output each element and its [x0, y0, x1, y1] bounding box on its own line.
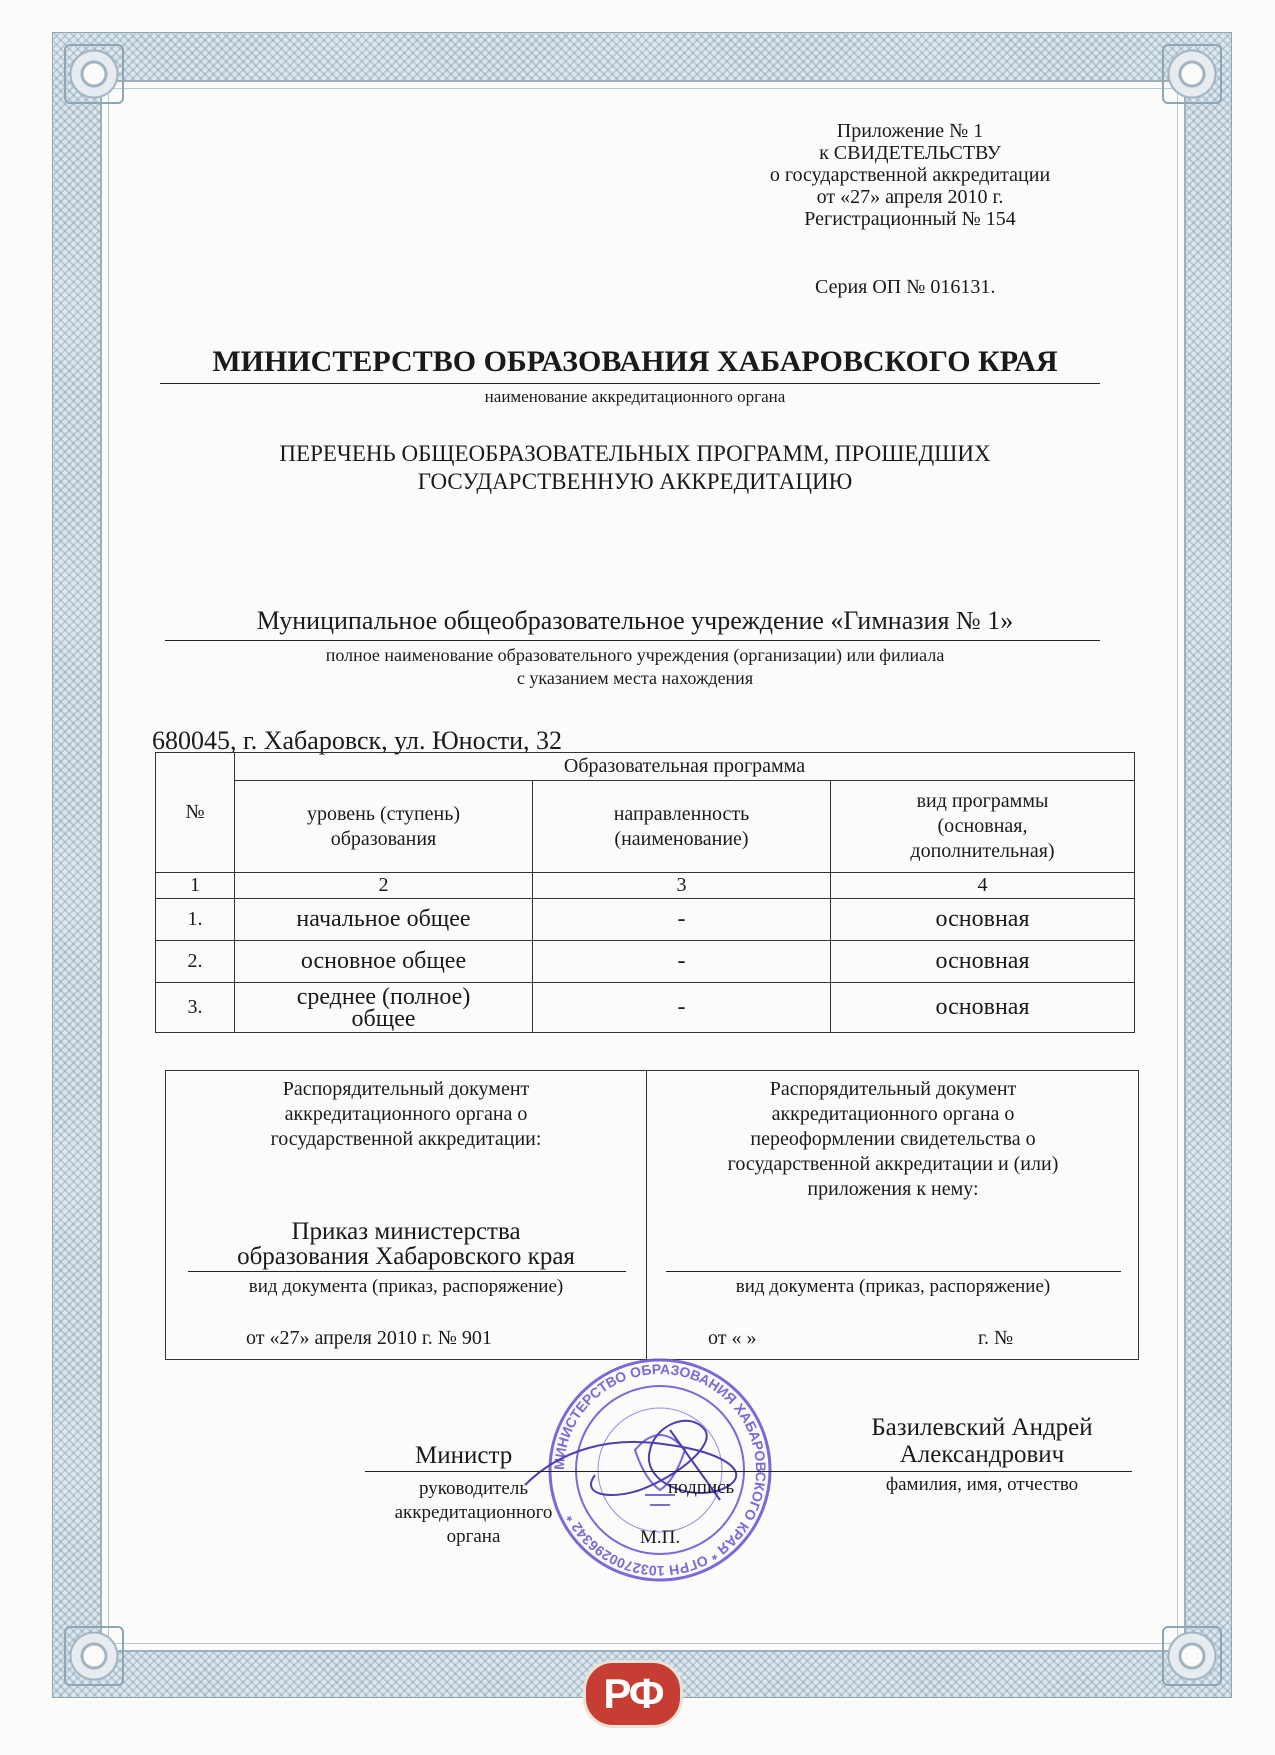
table-cell: 2	[235, 873, 533, 899]
series-number: Серия ОП № 016131.	[815, 276, 996, 298]
heading-line: аккредитационного органа о	[284, 1103, 528, 1125]
heading-line: переоформлении свидетельства о	[750, 1128, 1036, 1150]
corner-ornament-icon	[64, 1626, 124, 1686]
seal-place-caption: М.П.	[640, 1527, 681, 1548]
table-header-row	[156, 781, 1135, 873]
header-text: (наименование)	[614, 827, 749, 850]
signature-caption: подпись	[668, 1477, 735, 1498]
institution-caption	[160, 644, 1110, 690]
corner-ornament-icon	[1162, 44, 1222, 104]
accreditation-order-column	[166, 1071, 647, 1359]
header-text: образования	[330, 827, 437, 850]
divider	[188, 1271, 626, 1272]
header-level	[235, 781, 533, 873]
programs-table	[155, 752, 1135, 1033]
header-type	[831, 781, 1135, 873]
header-text: направленность	[613, 802, 750, 825]
divider	[160, 383, 1100, 384]
caption-line: с указанием места нахождения	[516, 668, 754, 688]
order-date: от «27» апреля 2010 г. № 901	[246, 1327, 492, 1349]
caption-line: руководитель	[418, 1478, 529, 1499]
table-row	[156, 941, 1135, 983]
heading-line: государственной аккредитации и (или)	[727, 1153, 1059, 1175]
row-type: основная	[831, 941, 1135, 983]
column-heading	[166, 1077, 646, 1152]
document-type-caption: вид документа (приказ, распоряжение)	[735, 1276, 1051, 1297]
name-line: Базилевский Андрей	[871, 1414, 1093, 1441]
rf-logo: РФ	[583, 1660, 683, 1728]
heading-line: Распорядительный документ	[769, 1078, 1017, 1100]
order-date-blank: от « »	[708, 1327, 757, 1349]
table-cell: 1	[156, 873, 235, 899]
header-group: Образовательная программа	[235, 753, 1135, 781]
row-type: основная	[831, 983, 1135, 1033]
row-level	[235, 983, 533, 1033]
appendix-line: Регистрационный № 154	[804, 208, 1016, 230]
divider	[666, 1271, 1121, 1272]
row-direction: -	[533, 899, 831, 941]
table-header-row	[156, 753, 1135, 781]
appendix-line: к СВИДЕТЕЛЬСТВУ	[819, 142, 1001, 164]
full-name-caption: фамилия, имя, отчество	[885, 1474, 1079, 1495]
divider	[832, 1471, 1132, 1472]
numbering-row	[156, 873, 1135, 899]
stamp-ring-text: МИНИСТЕРСТВО ОБРАЗОВАНИЯ ХАБАРОВСКОГО КРАЯ * ОГРН 1032700296342 *	[550, 1360, 770, 1580]
row-type: основная	[831, 899, 1135, 941]
document-title	[160, 440, 1110, 496]
level-text: общее	[351, 1005, 416, 1032]
row-level: основное общее	[235, 941, 533, 983]
reissue-order-column	[648, 1071, 1138, 1359]
institution-name: Муниципальное общеобразовательное учреждение «Гимназия № 1»	[256, 606, 1014, 635]
row-direction: -	[533, 941, 831, 983]
caption-line: аккредитационного	[394, 1502, 553, 1523]
appendix-header	[700, 120, 1120, 230]
table-row	[156, 983, 1135, 1033]
corner-ornament-icon	[64, 44, 124, 104]
order-type	[166, 1219, 646, 1269]
header-text: уровень (ступень)	[306, 802, 461, 825]
header-no: №	[156, 753, 235, 873]
row-no: 3.	[156, 983, 235, 1033]
title-line: ПЕРЕЧЕНЬ ОБЩЕОБРАЗОВАТЕЛЬНЫХ ПРОГРАММ, ПРОШЕДШИХ	[279, 441, 991, 466]
caption-line: органа	[446, 1526, 501, 1547]
level-text: среднее (полное)	[296, 983, 471, 1010]
heading-line: государственной аккредитации:	[270, 1128, 542, 1150]
heading-line: приложения к нему:	[807, 1178, 979, 1200]
ministry-name: МИНИСТЕРСТВО ОБРАЗОВАНИЯ ХАБАРОВСКОГО КРАЯ	[212, 345, 1058, 378]
heading-line: Распорядительный документ	[282, 1078, 530, 1100]
signatory-position: Министр	[415, 1442, 513, 1469]
order-line: Приказ министерства	[291, 1218, 521, 1245]
order-line: образования Хабаровского края	[237, 1243, 575, 1270]
table-row	[156, 899, 1135, 941]
caption-line: полное наименование образовательного учреждения (организации) или филиала	[325, 645, 945, 665]
head-caption	[366, 1477, 581, 1549]
table-cell: 4	[831, 873, 1135, 899]
heading-line: аккредитационного органа о	[771, 1103, 1015, 1125]
institution-address: 680045, г. Хабаровск, ул. Юности, 32	[152, 726, 563, 755]
corner-ornament-icon	[1162, 1626, 1222, 1686]
header-text: вид программы	[916, 790, 1049, 812]
table-cell: 3	[533, 873, 831, 899]
name-line: Александрович	[899, 1441, 1065, 1468]
orders-box	[165, 1070, 1139, 1360]
signatory-name	[832, 1414, 1132, 1468]
row-no: 2.	[156, 941, 235, 983]
column-heading	[648, 1077, 1138, 1202]
document-type-caption: вид документа (приказ, распоряжение)	[248, 1276, 564, 1297]
header-text: (основная,	[937, 815, 1028, 837]
title-line: ГОСУДАРСТВЕННУЮ АККРЕДИТАЦИЮ	[417, 469, 853, 494]
row-level: начальное общее	[235, 899, 533, 941]
row-direction: -	[533, 983, 831, 1033]
order-number-blank: г. №	[978, 1327, 1014, 1349]
divider	[165, 640, 1100, 641]
appendix-line: от «27» апреля 2010 г.	[816, 186, 1004, 208]
ministry-caption: наименование аккредитационного органа	[484, 387, 786, 406]
divider	[365, 1471, 835, 1472]
appendix-line: Приложение № 1	[836, 120, 984, 142]
header-text: дополнительная)	[910, 840, 1055, 862]
row-no: 1.	[156, 899, 235, 941]
header-direction	[533, 781, 831, 873]
appendix-line: о государственной аккредитации	[769, 164, 1051, 186]
